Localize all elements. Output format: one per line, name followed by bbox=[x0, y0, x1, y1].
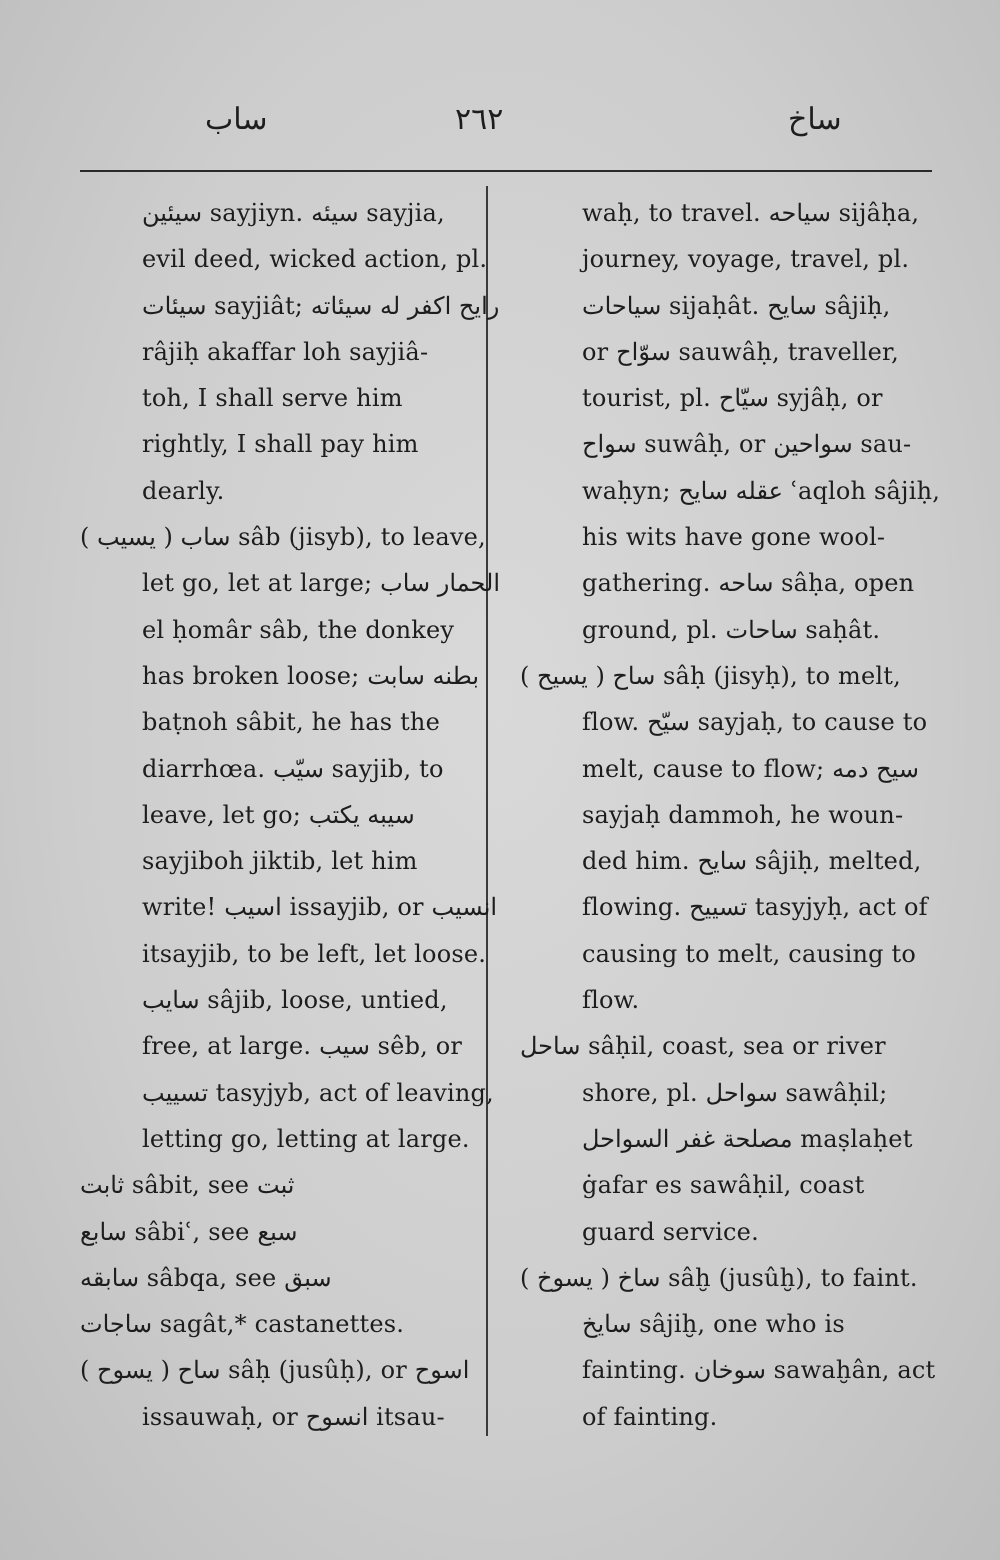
text-line: flow. سيّح sayjaḥ, to cause to bbox=[582, 708, 928, 737]
text-line: fainting. سوخان sawaḫân, act bbox=[582, 1356, 936, 1385]
page-number: ٢٦٢ bbox=[455, 102, 504, 137]
text-line: baṭnoh sâbit, he has the bbox=[142, 708, 440, 737]
text-line: itsayjib, to be left, let loose. bbox=[142, 939, 487, 968]
text-line: ساجات sagât,* castanettes. bbox=[80, 1310, 405, 1339]
column-divider bbox=[486, 186, 488, 1436]
text-line: ساخ ( يسوخ ) sâḫ (jusûḫ), to faint. bbox=[520, 1263, 918, 1292]
text-line: sayjiboh jiktib, let him bbox=[142, 847, 418, 876]
text-line: of fainting. bbox=[582, 1402, 718, 1431]
text-line: flowing. تسييح tasyjyḥ, act of bbox=[582, 893, 928, 922]
text-line: tourist, pl. سيّاح syjâḥ, or bbox=[582, 384, 883, 413]
text-line: سياحات sijaḥât. سايح sâjiḥ, bbox=[582, 291, 891, 320]
text-line: ساح ( يسيح ) sâḥ (jisyḥ), to melt, bbox=[520, 661, 901, 690]
text-line: مصلحة غفر السواحل maṣlaḥet bbox=[582, 1124, 913, 1153]
text-line: leave, let go; سيبه يكتب bbox=[142, 800, 415, 829]
text-line: سابقه sâbqa, see سبق bbox=[80, 1263, 332, 1292]
text-line: سابع sâbiʿ, see سبع bbox=[80, 1217, 298, 1246]
text-line: evil deed, wicked action, pl. bbox=[142, 245, 488, 274]
text-line: ساب ( يسيب ) sâb (jisyb), to leave, bbox=[80, 523, 486, 552]
text-line: سايخ sâjiḫ, one who is bbox=[582, 1310, 845, 1339]
text-line: ساحل sâḥil, coast, sea or river bbox=[520, 1032, 886, 1061]
text-line: journey, voyage, travel, pl. bbox=[582, 245, 910, 274]
text-line: سواح suwâḥ, or سواحين sau- bbox=[582, 430, 912, 459]
text-line: shore, pl. سواحل sawâḥil; bbox=[582, 1078, 888, 1107]
text-line: تسييب tasyjyb, act of leaving, bbox=[142, 1078, 494, 1107]
text-line: dearly. bbox=[142, 476, 225, 505]
text-line: flow. bbox=[582, 986, 640, 1015]
text-line: waḥyn; عقله سايح ʿaqloh sâjiḥ, bbox=[582, 476, 941, 505]
text-line: el ḥomâr sâb, the donkey bbox=[142, 615, 455, 644]
text-line: gathering. ساحه sâḥa, open bbox=[582, 569, 915, 598]
header-rule bbox=[80, 170, 932, 172]
text-line: سايب sâjib, loose, untied, bbox=[142, 986, 448, 1015]
left-column bbox=[80, 190, 501, 1440]
text-line: his wits have gone wool- bbox=[582, 523, 886, 552]
text-line: râjiḥ akaffar loh sayjiâ- bbox=[142, 337, 429, 366]
text-line: rightly, I shall pay him bbox=[142, 430, 419, 459]
text-line: ground, pl. ساحات saḥât. bbox=[582, 615, 881, 644]
text-line: free, at large. سيب sêb, or bbox=[142, 1032, 463, 1061]
running-header-left: ساب bbox=[205, 102, 268, 137]
text-line: causing to melt, causing to bbox=[582, 939, 917, 968]
text-line: ساح ( يسوح ) sâḥ (jusûḥ), or اسوح bbox=[80, 1356, 470, 1385]
text-line: letting go, letting at large. bbox=[142, 1124, 470, 1153]
running-header-right: ساخ bbox=[788, 102, 842, 137]
text-line: has broken loose; بطنه سابت bbox=[142, 661, 480, 690]
text-line: ġafar es sawâḥil, coast bbox=[582, 1171, 865, 1200]
text-line: sayjaḥ dammoh, he woun- bbox=[582, 800, 904, 829]
text-line: let go, let at large; الحمار ساب bbox=[142, 569, 501, 598]
text-line: waḥ, to travel. سياحه sijâḥa, bbox=[582, 199, 920, 227]
text-line: issauwaḥ, or انسوح itsau- bbox=[142, 1402, 445, 1431]
text-line: ded him. سايح sâjiḥ, melted, bbox=[582, 847, 922, 876]
text-line: toh, I shall serve him bbox=[142, 384, 403, 413]
text-line: or سوّاح sauwâḥ, traveller, bbox=[582, 337, 899, 366]
text-line: ثابت sâbit, see ثبت bbox=[80, 1171, 295, 1200]
text-line: melt, cause to flow; سيح دمه bbox=[582, 754, 919, 783]
text-line: diarrhœa. سيّب sayjib, to bbox=[142, 754, 444, 783]
text-line: write! اسيب issayjib, or انسيب bbox=[142, 893, 498, 922]
text-line: guard service. bbox=[582, 1217, 759, 1246]
right-column bbox=[520, 190, 941, 1440]
text-line: سيئات sayjiât; رايح اكفر له سيئاته bbox=[142, 291, 500, 320]
text-line: سيئين sayjiyn. سيئه sayjia, bbox=[142, 199, 445, 227]
